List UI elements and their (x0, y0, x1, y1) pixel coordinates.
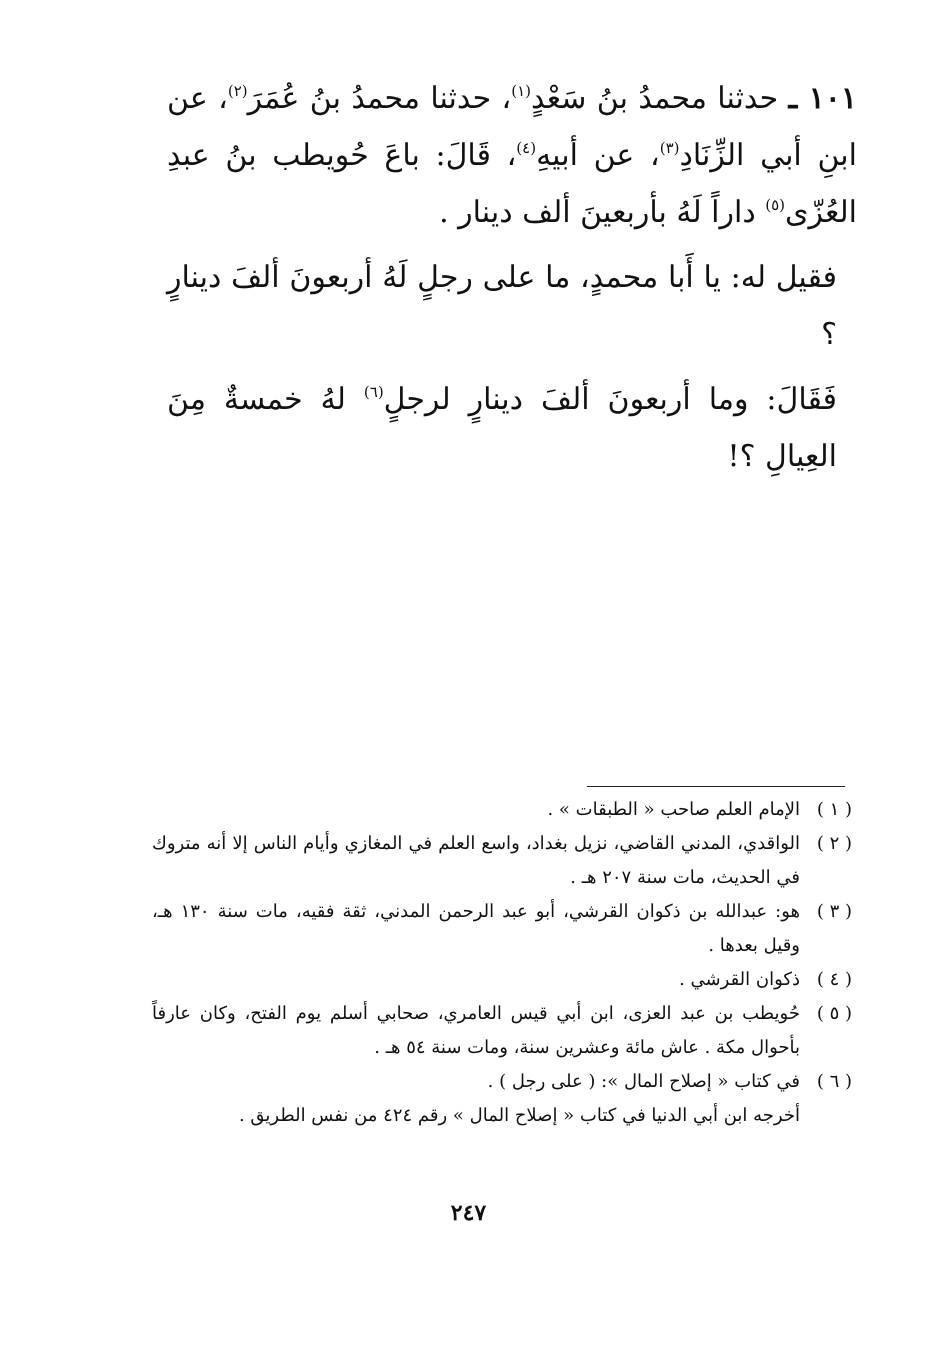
narration-segment: فَقَالَ: وما أربعونَ ألفَ دينارٍ لرجلٍ (383, 382, 837, 417)
footnote-ref: (١) (511, 82, 532, 100)
hadith-paragraph-2: فقيل له: يا أَبا محمدٍ، ما على رجلٍ لَهُ أربعونَ ألفَ دينارٍ ؟ (167, 260, 837, 352)
footnote-mark: ( ٣ ) (816, 901, 852, 922)
footnote-text: حُويطب بن عبد العزى، ابن أبي قيس العامري، صحابي أسلم يوم الفتح، وكان عارفاً بأحوال مكة . عاش مائة وعشرين سنة، ومات سنة ٥٤ هـ . (152, 1003, 800, 1058)
footnote-mark: ( ٥ ) (816, 1003, 852, 1024)
footnote-text: الإمام العلم صاحب « الطبقات » . (547, 799, 800, 820)
narration-segment: لهُ خمسةٌ مِنَ العِيالِ ؟! (167, 382, 837, 474)
hadith-number: ١٠١ ـ (788, 81, 857, 116)
page-number: ٢٤٧ (450, 1200, 487, 1226)
footnote-text: ذكوان القرشي . (679, 969, 800, 990)
footnote (152, 997, 852, 1065)
hadith-paragraph-3 (167, 371, 857, 485)
narration-segment: داراً لَهُ بأربعينَ ألف دينار . (439, 195, 756, 230)
footnote (152, 827, 852, 895)
footnote-ref: (٣) (659, 139, 680, 157)
footnote-ref: (٤) (516, 139, 537, 157)
footnote (152, 963, 852, 997)
footnote-mark: ( ٦ ) (816, 1071, 852, 1092)
footnote-ref: (٦) (363, 383, 384, 401)
footnote-divider (587, 786, 845, 787)
footnote-ref: (٢) (227, 82, 248, 100)
narration-segment: ، عن ابنِ أبي الزِّنَادِ (167, 81, 857, 173)
hadith-text (167, 70, 857, 485)
footnote-text: هو: عبدالله بن ذكوان القرشي، أبو عبد الرحمن المدني، ثقة فقيه، مات سنة ١٣٠ هـ، وقيل بعدها . (152, 901, 800, 956)
footnote-ref: (٥) (765, 196, 786, 214)
footnote (152, 793, 852, 827)
footnote-mark: ( ٢ ) (816, 833, 852, 854)
footnote (152, 1065, 852, 1099)
footnote-mark: ( ٤ ) (816, 969, 852, 990)
narration-segment: ، قَالَ: باعَ حُويطب بنُ عبدِ العُزّى (167, 138, 857, 230)
narration-segment: حدثنا محمدُ بنُ سَعْدٍ (531, 81, 779, 116)
footnote-mark: ( ١ ) (816, 799, 852, 820)
narration-segment: ، عن أبيهِ (536, 138, 660, 173)
footnotes (152, 793, 852, 1133)
footnote-continuation: أخرجه ابن أبي الدنيا في كتاب « إصلاح المال » رقم ٤٢٤ من نفس الطريق . (238, 1105, 800, 1126)
narration-segment: ، حدثنا محمدُ بنُ عُمَرَ (247, 81, 512, 116)
hadith-paragraph-1 (167, 70, 857, 241)
footnote (152, 895, 852, 963)
footnote-text: في كتاب « إصلاح المال »: ( على رجل ) . (487, 1071, 800, 1092)
footnote-text: الواقدي، المدني القاضي، نزيل بغداد، واسع العلم في المغازي وأيام الناس إلا أنه متروك في الحديث، مات سنة ٢٠٧ هـ . (152, 833, 800, 888)
